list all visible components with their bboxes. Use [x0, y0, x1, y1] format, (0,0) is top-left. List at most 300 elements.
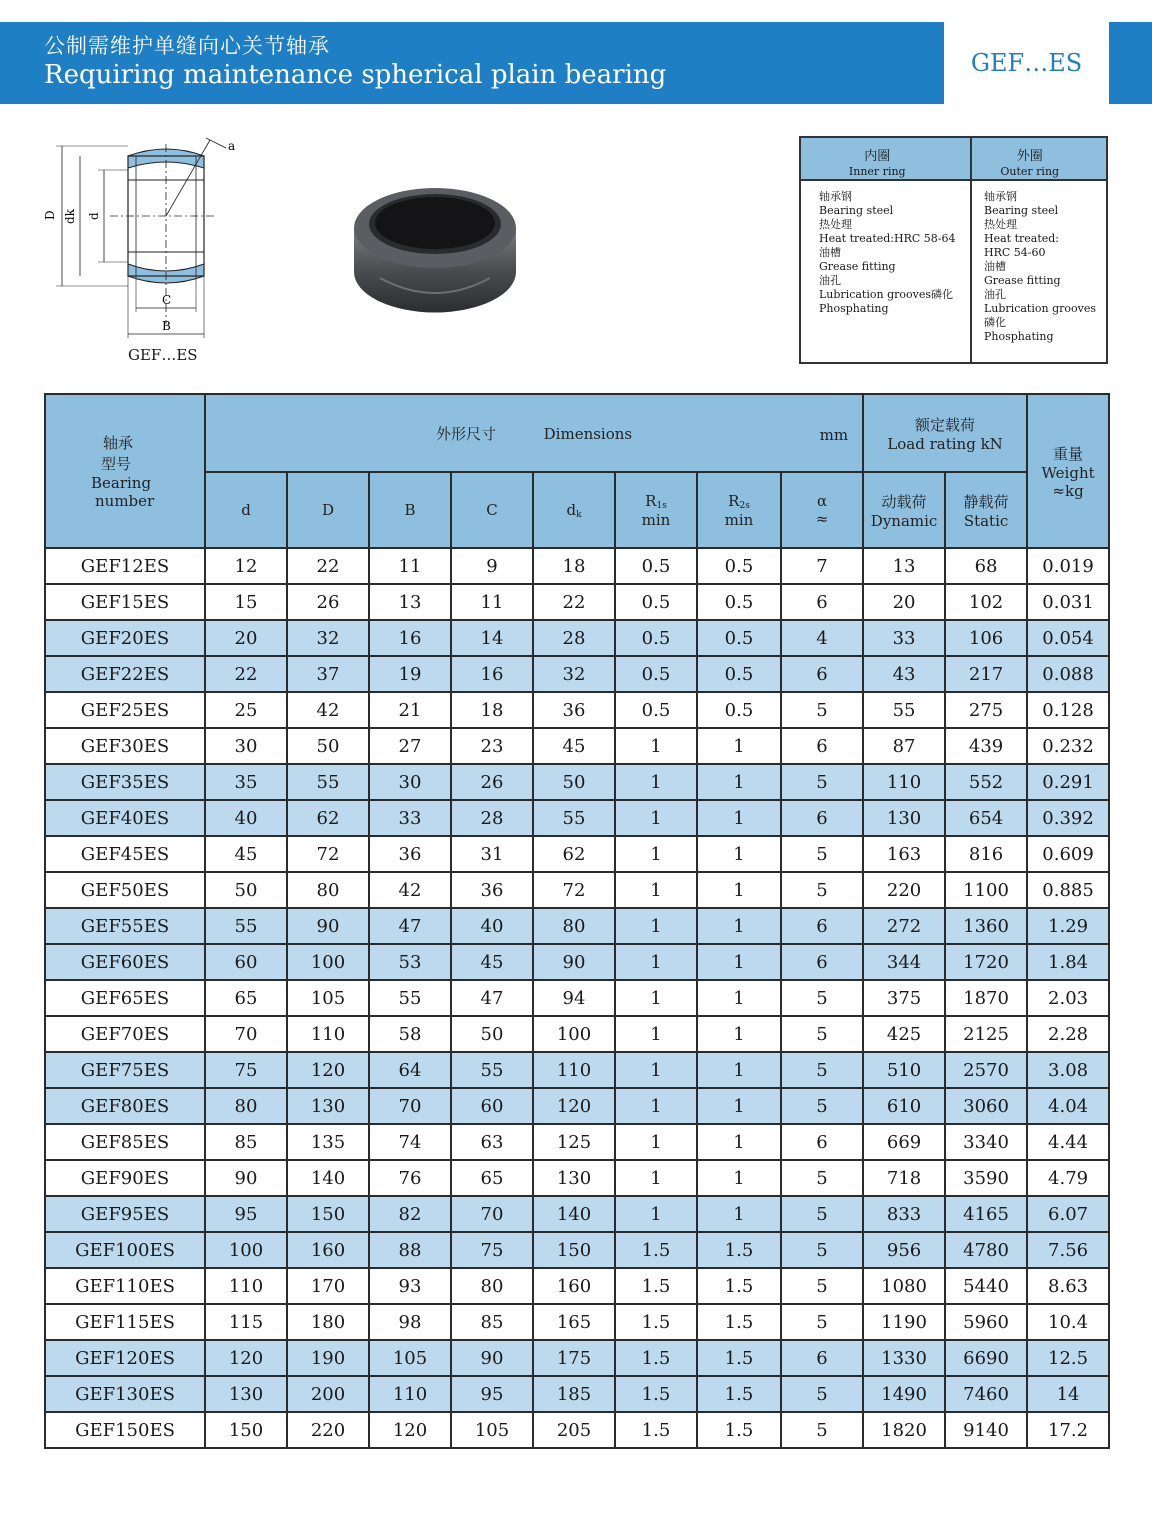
cell-model: GEF90ES	[45, 1160, 205, 1196]
materials-header	[801, 138, 1106, 181]
cell-D: 37	[287, 656, 369, 692]
th-load-rating: 额定载荷 Load rating kN	[863, 394, 1027, 472]
cell-d: 35	[205, 764, 287, 800]
cell-C: 47	[451, 980, 533, 1016]
cell-weight: 2.28	[1027, 1016, 1109, 1052]
cell-weight: 0.232	[1027, 728, 1109, 764]
cell-weight: 0.291	[1027, 764, 1109, 800]
outer-line: 热处理	[984, 218, 1017, 231]
cell-dynamic: 13	[863, 548, 945, 584]
outer-line: 油孔	[984, 288, 1006, 301]
cell-model: GEF80ES	[45, 1088, 205, 1124]
cell-C: 40	[451, 908, 533, 944]
outer-line: 磷化	[984, 316, 1006, 329]
cell-dk: 140	[533, 1196, 615, 1232]
cell-D: 62	[287, 800, 369, 836]
cell-r2s: 1	[697, 1160, 781, 1196]
cell-C: 28	[451, 800, 533, 836]
cell-D: 200	[287, 1376, 369, 1412]
cell-weight: 0.609	[1027, 836, 1109, 872]
cell-alpha: 5	[781, 1196, 863, 1232]
cell-dynamic: 130	[863, 800, 945, 836]
cell-B: 47	[369, 908, 451, 944]
cell-r2s: 0.5	[697, 620, 781, 656]
cell-dk: 110	[533, 1052, 615, 1088]
cell-dynamic: 20	[863, 584, 945, 620]
th-B: B	[369, 472, 451, 548]
spec-table-body	[45, 548, 1109, 1448]
series-code: GEF…ES	[970, 49, 1083, 77]
table-row	[45, 836, 1109, 872]
cell-B: 55	[369, 980, 451, 1016]
cell-B: 82	[369, 1196, 451, 1232]
cell-dk: 90	[533, 944, 615, 980]
cell-model: GEF95ES	[45, 1196, 205, 1232]
cell-weight: 7.56	[1027, 1232, 1109, 1268]
cell-alpha: 6	[781, 728, 863, 764]
cell-r1s: 0.5	[615, 692, 697, 728]
table-row	[45, 944, 1109, 980]
page-title-cn: 公制需维护单缝向心关节轴承	[44, 34, 330, 58]
cell-alpha: 5	[781, 1268, 863, 1304]
bearing-photo	[340, 170, 530, 320]
cell-alpha: 5	[781, 1088, 863, 1124]
cell-weight: 4.44	[1027, 1124, 1109, 1160]
cell-alpha: 4	[781, 620, 863, 656]
cell-r2s: 1	[697, 1088, 781, 1124]
cell-r1s: 1	[615, 1088, 697, 1124]
cell-dk: 94	[533, 980, 615, 1016]
cell-static: 1100	[945, 872, 1027, 908]
cell-r1s: 1	[615, 836, 697, 872]
cell-model: GEF60ES	[45, 944, 205, 980]
table-row	[45, 692, 1109, 728]
cell-r1s: 1.5	[615, 1232, 697, 1268]
cell-static: 3340	[945, 1124, 1027, 1160]
outer-line: Phosphating	[984, 330, 1054, 343]
cell-d: 95	[205, 1196, 287, 1232]
cell-model: GEF30ES	[45, 728, 205, 764]
cell-static: 102	[945, 584, 1027, 620]
cell-r2s: 0.5	[697, 548, 781, 584]
cell-C: 45	[451, 944, 533, 980]
cell-model: GEF110ES	[45, 1268, 205, 1304]
cell-r2s: 1	[697, 1016, 781, 1052]
cell-dynamic: 220	[863, 872, 945, 908]
materials-divider	[970, 138, 972, 362]
cell-D: 120	[287, 1052, 369, 1088]
cell-D: 220	[287, 1412, 369, 1448]
cell-C: 11	[451, 584, 533, 620]
cell-C: 90	[451, 1340, 533, 1376]
cell-C: 36	[451, 872, 533, 908]
cell-alpha: 5	[781, 1052, 863, 1088]
dim-C-label: C	[162, 293, 172, 307]
cell-r1s: 1	[615, 1160, 697, 1196]
cell-r2s: 0.5	[697, 656, 781, 692]
cell-B: 98	[369, 1304, 451, 1340]
th-r1s: $R_{1s}$ min	[615, 472, 697, 548]
cell-C: 50	[451, 1016, 533, 1052]
cell-alpha: 6	[781, 656, 863, 692]
cell-dk: 160	[533, 1268, 615, 1304]
cell-C: 16	[451, 656, 533, 692]
cell-model: GEF20ES	[45, 620, 205, 656]
cell-static: 6690	[945, 1340, 1027, 1376]
outer-ring-title-en: Outer ring	[1000, 165, 1060, 178]
cell-d: 22	[205, 656, 287, 692]
cell-dk: 150	[533, 1232, 615, 1268]
cell-D: 72	[287, 836, 369, 872]
cell-alpha: 5	[781, 1232, 863, 1268]
header-tab	[1109, 22, 1152, 104]
cell-model: GEF75ES	[45, 1052, 205, 1088]
cell-static: 2570	[945, 1052, 1027, 1088]
cell-d: 15	[205, 584, 287, 620]
table-row	[45, 1232, 1109, 1268]
cell-alpha: 6	[781, 1124, 863, 1160]
th-dk: $d_k$	[533, 472, 615, 548]
cell-static: 217	[945, 656, 1027, 692]
cell-dk: 120	[533, 1088, 615, 1124]
cell-D: 190	[287, 1340, 369, 1376]
bearing-section-diagram	[40, 134, 250, 374]
cell-D: 22	[287, 548, 369, 584]
cell-r2s: 1	[697, 1124, 781, 1160]
th-bearing-number: 轴承 型号 Bearing number	[45, 394, 205, 548]
dim-a-label: a	[228, 139, 236, 153]
cell-weight: 8.63	[1027, 1268, 1109, 1304]
th-dimensions: 外形尺寸 Dimensions mm	[205, 394, 863, 472]
cell-dk: 80	[533, 908, 615, 944]
cell-r2s: 0.5	[697, 692, 781, 728]
cell-B: 105	[369, 1340, 451, 1376]
cell-dynamic: 1190	[863, 1304, 945, 1340]
cell-alpha: 6	[781, 1340, 863, 1376]
cell-r1s: 1.5	[615, 1304, 697, 1340]
cell-d: 25	[205, 692, 287, 728]
cell-static: 552	[945, 764, 1027, 800]
cell-D: 130	[287, 1088, 369, 1124]
cell-B: 36	[369, 836, 451, 872]
cell-B: 16	[369, 620, 451, 656]
cell-dk: 18	[533, 548, 615, 584]
cell-weight: 0.088	[1027, 656, 1109, 692]
outer-line: Lubrication grooves	[984, 302, 1096, 315]
inner-line: 热处理	[819, 218, 852, 231]
table-row	[45, 908, 1109, 944]
cell-dk: 36	[533, 692, 615, 728]
cell-d: 150	[205, 1412, 287, 1448]
cell-static: 4165	[945, 1196, 1027, 1232]
cell-r1s: 1	[615, 1052, 697, 1088]
cell-r1s: 1	[615, 764, 697, 800]
cell-B: 110	[369, 1376, 451, 1412]
table-row	[45, 620, 1109, 656]
cell-weight: 0.019	[1027, 548, 1109, 584]
cell-weight: 12.5	[1027, 1340, 1109, 1376]
cell-B: 93	[369, 1268, 451, 1304]
inner-line: Phosphating	[819, 302, 889, 315]
table-row	[45, 584, 1109, 620]
cell-C: 75	[451, 1232, 533, 1268]
cell-dynamic: 1330	[863, 1340, 945, 1376]
cell-d: 60	[205, 944, 287, 980]
cell-D: 160	[287, 1232, 369, 1268]
cell-d: 30	[205, 728, 287, 764]
cell-B: 42	[369, 872, 451, 908]
cell-B: 70	[369, 1088, 451, 1124]
materials-table	[799, 136, 1108, 364]
table-row	[45, 1196, 1109, 1232]
cell-d: 110	[205, 1268, 287, 1304]
cell-r2s: 1	[697, 836, 781, 872]
cell-D: 90	[287, 908, 369, 944]
cell-dynamic: 1080	[863, 1268, 945, 1304]
cell-alpha: 5	[781, 1160, 863, 1196]
cell-alpha: 5	[781, 1376, 863, 1412]
cell-r1s: 1	[615, 980, 697, 1016]
cell-model: GEF120ES	[45, 1340, 205, 1376]
cell-r1s: 1	[615, 800, 697, 836]
cell-D: 105	[287, 980, 369, 1016]
inner-ring-title-cn: 内圈	[864, 149, 891, 164]
cell-weight: 0.128	[1027, 692, 1109, 728]
cell-D: 100	[287, 944, 369, 980]
cell-dk: 100	[533, 1016, 615, 1052]
inner-ring-header	[801, 138, 954, 179]
cell-dynamic: 43	[863, 656, 945, 692]
cell-weight: 2.03	[1027, 980, 1109, 1016]
inner-ring-title-en: Inner ring	[848, 165, 906, 178]
cell-dk: 32	[533, 656, 615, 692]
diagram-caption: GEF…ES	[128, 346, 198, 364]
cell-d: 40	[205, 800, 287, 836]
dim-d-label: d	[87, 212, 101, 220]
cell-static: 9140	[945, 1412, 1027, 1448]
spec-table	[44, 393, 1110, 1449]
cell-model: GEF12ES	[45, 548, 205, 584]
cell-model: GEF25ES	[45, 692, 205, 728]
cell-dynamic: 610	[863, 1088, 945, 1124]
outer-line: 油槽	[984, 260, 1006, 273]
cell-dynamic: 110	[863, 764, 945, 800]
cell-d: 85	[205, 1124, 287, 1160]
table-row	[45, 764, 1109, 800]
cell-model: GEF150ES	[45, 1412, 205, 1448]
cell-r1s: 0.5	[615, 620, 697, 656]
cell-weight: 1.84	[1027, 944, 1109, 980]
cell-D: 140	[287, 1160, 369, 1196]
outer-line: Grease fitting	[984, 274, 1061, 287]
cell-weight: 3.08	[1027, 1052, 1109, 1088]
cell-d: 70	[205, 1016, 287, 1052]
cell-B: 76	[369, 1160, 451, 1196]
cell-d: 120	[205, 1340, 287, 1376]
cell-C: 60	[451, 1088, 533, 1124]
inner-line: Grease fitting	[819, 260, 896, 273]
table-row	[45, 800, 1109, 836]
cell-r1s: 1	[615, 908, 697, 944]
cell-dynamic: 55	[863, 692, 945, 728]
cell-d: 100	[205, 1232, 287, 1268]
cell-B: 88	[369, 1232, 451, 1268]
dim-D-label: D	[43, 210, 57, 220]
cell-alpha: 5	[781, 872, 863, 908]
cell-alpha: 6	[781, 944, 863, 980]
cell-model: GEF35ES	[45, 764, 205, 800]
cell-C: 63	[451, 1124, 533, 1160]
cell-r2s: 1.5	[697, 1376, 781, 1412]
cell-D: 110	[287, 1016, 369, 1052]
cell-r2s: 1	[697, 980, 781, 1016]
cell-static: 3590	[945, 1160, 1027, 1196]
cell-model: GEF22ES	[45, 656, 205, 692]
cell-dk: 55	[533, 800, 615, 836]
cell-D: 170	[287, 1268, 369, 1304]
cell-r1s: 1.5	[615, 1268, 697, 1304]
cell-d: 50	[205, 872, 287, 908]
outer-line: Bearing steel	[984, 204, 1059, 217]
outer-line: HRC 54-60	[984, 246, 1046, 259]
cell-r2s: 1.5	[697, 1340, 781, 1376]
cell-B: 120	[369, 1412, 451, 1448]
cell-static: 1720	[945, 944, 1027, 980]
cell-model: GEF130ES	[45, 1376, 205, 1412]
cell-static: 5960	[945, 1304, 1027, 1340]
cell-dynamic: 1820	[863, 1412, 945, 1448]
th-dynamic: 动载荷 Dynamic	[863, 472, 945, 548]
cell-dynamic: 33	[863, 620, 945, 656]
cell-C: 80	[451, 1268, 533, 1304]
cell-static: 4780	[945, 1232, 1027, 1268]
cell-dynamic: 718	[863, 1160, 945, 1196]
cell-D: 50	[287, 728, 369, 764]
cell-r1s: 1	[615, 1124, 697, 1160]
cell-dynamic: 833	[863, 1196, 945, 1232]
cell-r2s: 1	[697, 908, 781, 944]
table-row	[45, 1304, 1109, 1340]
cell-d: 80	[205, 1088, 287, 1124]
cell-C: 26	[451, 764, 533, 800]
dim-B-label: B	[162, 319, 171, 333]
cell-weight: 0.392	[1027, 800, 1109, 836]
cell-dynamic: 1490	[863, 1376, 945, 1412]
inner-line: 油孔	[819, 274, 841, 287]
table-row	[45, 1160, 1109, 1196]
cell-model: GEF55ES	[45, 908, 205, 944]
cell-D: 55	[287, 764, 369, 800]
cell-weight: 17.2	[1027, 1412, 1109, 1448]
cell-static: 7460	[945, 1376, 1027, 1412]
cell-r1s: 1	[615, 1016, 697, 1052]
cell-d: 130	[205, 1376, 287, 1412]
cell-r2s: 1	[697, 872, 781, 908]
cell-r2s: 1.5	[697, 1268, 781, 1304]
cell-D: 32	[287, 620, 369, 656]
th-r2s: $R_{2s}$ min	[697, 472, 781, 548]
page-title-en: Requiring maintenance spherical plain bearing	[44, 60, 667, 90]
table-row	[45, 1052, 1109, 1088]
cell-dk: 62	[533, 836, 615, 872]
cell-D: 80	[287, 872, 369, 908]
inner-line: Heat treated:HRC 58-64	[819, 232, 956, 245]
cell-r2s: 1	[697, 728, 781, 764]
outer-ring-spec	[984, 190, 1096, 344]
inner-line: Lubrication grooves磷化	[819, 288, 953, 301]
cell-static: 816	[945, 836, 1027, 872]
cell-d: 45	[205, 836, 287, 872]
cell-d: 65	[205, 980, 287, 1016]
cell-B: 53	[369, 944, 451, 980]
cell-dk: 125	[533, 1124, 615, 1160]
cell-static: 439	[945, 728, 1027, 764]
cell-C: 14	[451, 620, 533, 656]
cell-dynamic: 669	[863, 1124, 945, 1160]
cell-weight: 4.04	[1027, 1088, 1109, 1124]
cell-dynamic: 956	[863, 1232, 945, 1268]
outer-line: Heat treated:	[984, 232, 1060, 245]
th-alpha: α ≈	[781, 472, 863, 548]
inner-line: Bearing steel	[819, 204, 894, 217]
cell-B: 11	[369, 548, 451, 584]
cell-r2s: 1	[697, 1196, 781, 1232]
cell-dk: 22	[533, 584, 615, 620]
cell-r1s: 0.5	[615, 548, 697, 584]
cell-alpha: 5	[781, 764, 863, 800]
inner-line: 轴承钢	[819, 190, 852, 203]
cell-alpha: 5	[781, 980, 863, 1016]
cell-r1s: 1.5	[615, 1412, 697, 1448]
cell-weight: 0.885	[1027, 872, 1109, 908]
cell-B: 27	[369, 728, 451, 764]
cell-static: 106	[945, 620, 1027, 656]
cell-C: 31	[451, 836, 533, 872]
cell-static: 275	[945, 692, 1027, 728]
cell-model: GEF85ES	[45, 1124, 205, 1160]
cell-C: 23	[451, 728, 533, 764]
cell-B: 21	[369, 692, 451, 728]
cell-alpha: 5	[781, 1016, 863, 1052]
cell-static: 654	[945, 800, 1027, 836]
header-banner	[0, 22, 944, 104]
th-static: 静载荷 Static	[945, 472, 1027, 548]
cell-static: 68	[945, 548, 1027, 584]
cell-d: 75	[205, 1052, 287, 1088]
table-row	[45, 548, 1109, 584]
cell-r2s: 1.5	[697, 1412, 781, 1448]
cell-weight: 14	[1027, 1376, 1109, 1412]
cell-alpha: 5	[781, 836, 863, 872]
outer-ring-header	[954, 138, 1107, 179]
cell-model: GEF50ES	[45, 872, 205, 908]
table-row	[45, 1268, 1109, 1304]
th-C: C	[451, 472, 533, 548]
cell-alpha: 7	[781, 548, 863, 584]
cell-static: 1360	[945, 908, 1027, 944]
cell-C: 85	[451, 1304, 533, 1340]
inner-line: 油槽	[819, 246, 841, 259]
cell-alpha: 6	[781, 908, 863, 944]
cell-r2s: 1	[697, 764, 781, 800]
table-row	[45, 1088, 1109, 1124]
cell-D: 135	[287, 1124, 369, 1160]
cell-C: 65	[451, 1160, 533, 1196]
cell-D: 180	[287, 1304, 369, 1340]
table-row	[45, 728, 1109, 764]
table-row	[45, 1412, 1109, 1448]
cell-D: 150	[287, 1196, 369, 1232]
